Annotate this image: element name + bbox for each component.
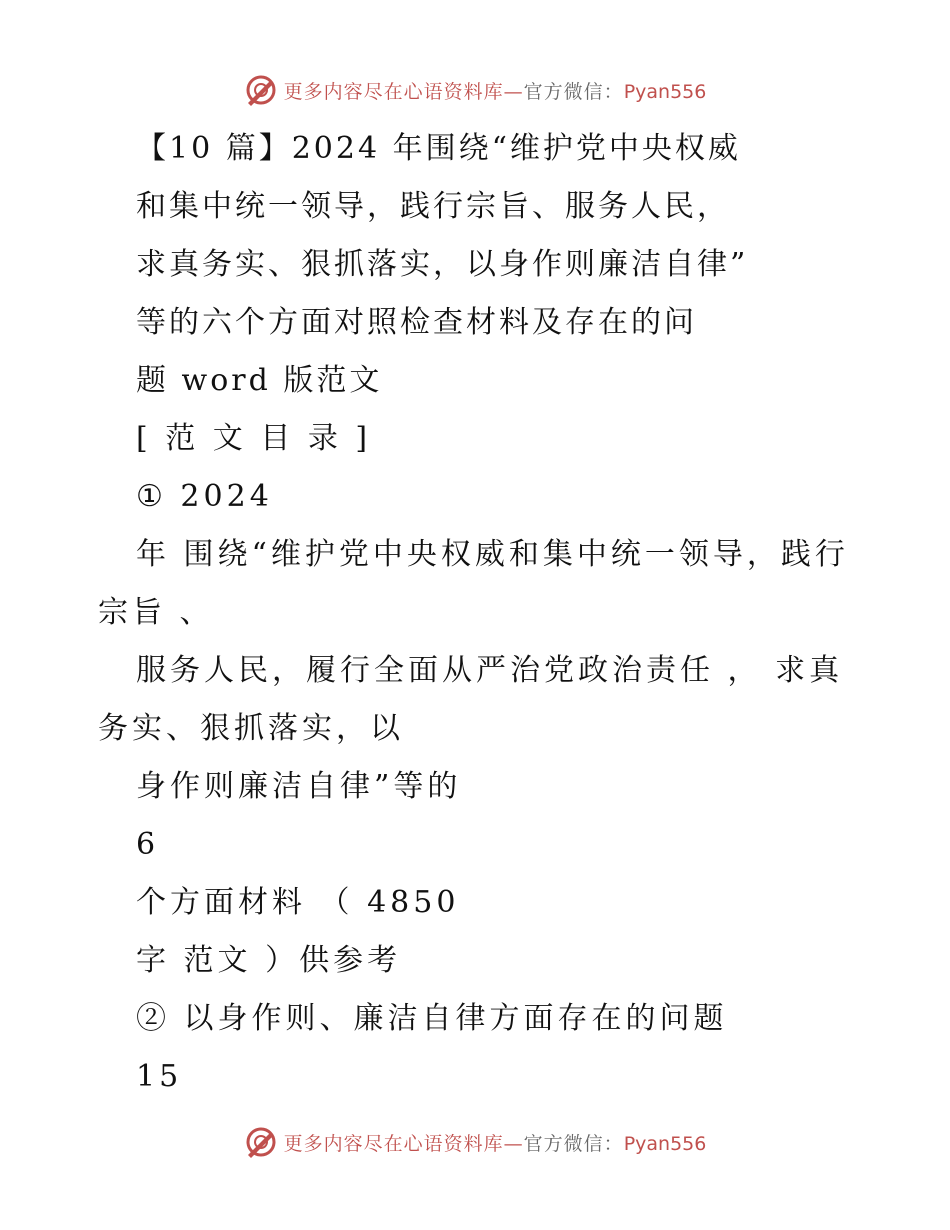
header-wechat-label: 官方微信： <box>523 80 624 103</box>
title-line-1: 【10 篇】2024 年围绕“维护党中央权威 <box>136 131 741 166</box>
header-wechat-id: Pyan556 <box>623 80 707 103</box>
footer-wechat-label: 官方微信： <box>523 1132 624 1155</box>
header-banner <box>0 70 950 110</box>
toc-heading: [ 范 文 目 录 ] <box>136 421 372 456</box>
document-body <box>98 120 858 1106</box>
toc-item-2: ② 以身作则、廉洁自律方面存在的问题 <box>136 1001 728 1036</box>
footer-wechat-id: Pyan556 <box>623 1132 707 1155</box>
footer-dash: — <box>503 1132 524 1155</box>
pen-logo-icon <box>244 1125 278 1159</box>
footer-banner <box>0 1122 950 1162</box>
title-line-3: 求真务实、狠抓落实，以身作则廉洁自律” <box>136 247 749 282</box>
toc-item-1-text-3: 身作则廉洁自律”等的 <box>136 769 462 804</box>
toc-item-2-page: 15 <box>136 1059 183 1094</box>
toc-item-1-text-6: 字 范文 ）供参考 <box>136 943 402 978</box>
toc-item-1-text-2: 服务人民，履行全面从严治党政治责任 ， 求真务实、狠抓落实，以 <box>98 653 844 746</box>
toc-item-1-number: ① 2024 <box>136 479 273 514</box>
footer-text: 更多内容尽在心语资料库 <box>283 1132 504 1155</box>
toc-item-1-text-5: 个方面材料 （ 4850 <box>136 885 460 920</box>
title-line-5: 题 word 版范文 <box>136 363 383 398</box>
title-line-4: 等的六个方面对照检查材料及存在的问 <box>136 305 697 340</box>
header-dash: — <box>503 80 524 103</box>
pen-logo-icon <box>244 73 278 107</box>
toc-item-1-text-1: 年 围绕“维护党中央权威和集中统一领导，践行宗旨 、 <box>98 537 849 630</box>
toc-item-1-text-4: 6 <box>136 827 160 862</box>
header-text: 更多内容尽在心语资料库 <box>283 80 504 103</box>
title-line-2: 和集中统一领导，践行宗旨、服务人民， <box>136 189 730 224</box>
